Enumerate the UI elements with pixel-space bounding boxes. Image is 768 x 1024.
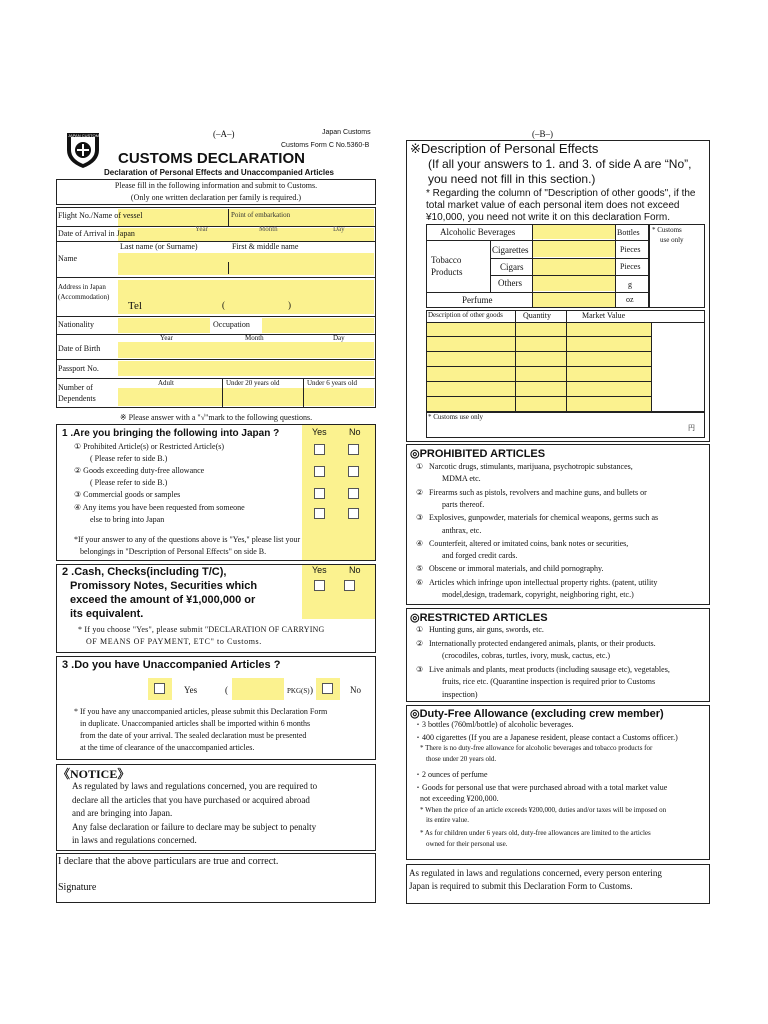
q2-line-3: exceed the amount of ¥1,000,000 or — [70, 594, 256, 606]
form-subtitle: Declaration of Personal Effects and Unaccompanied Articles — [104, 168, 334, 177]
tobacco-label-1: Tobacco — [431, 255, 462, 265]
perfume-label: Perfume — [462, 295, 493, 305]
cigarettes-unit: Pieces — [620, 245, 641, 254]
dutyfree-line-4: those under 20 years old. — [426, 755, 497, 763]
side-b-label: (–B–) — [532, 129, 553, 139]
q1-answer-column — [302, 425, 375, 560]
q1-item-2-sub: ( Please refer to side B.) — [90, 478, 168, 487]
cigars-input[interactable] — [533, 259, 615, 275]
dob-label: Date of Birth — [58, 344, 101, 353]
dob-input[interactable] — [118, 342, 374, 358]
flight-label: Flight No./Name of vessel — [58, 211, 143, 220]
passport-input[interactable] — [118, 361, 374, 376]
nationality-input[interactable] — [118, 318, 210, 333]
q3-yes-label: Yes — [184, 685, 198, 695]
restricted-item-2-number: ② — [416, 638, 424, 648]
occupation-label: Occupation — [213, 320, 250, 329]
q3-paren-open: ( — [225, 685, 228, 695]
perfume-input[interactable] — [533, 293, 615, 307]
q1-item-2-no-checkbox[interactable] — [348, 466, 359, 477]
other-goods-col-value: Market Value — [582, 311, 626, 320]
prohibited-item-4-number: ④ — [416, 538, 424, 548]
prohibited-item-1-number: ① — [416, 462, 424, 471]
prohibited-item-5-number: ⑤ — [416, 564, 424, 574]
nationality-label: Nationality — [58, 320, 94, 329]
prohibited-item-2-line-2: parts thereof. — [442, 499, 485, 509]
q2-no-label: No — [349, 565, 361, 575]
dutyfree-line-5: ・2 ounces of perfume — [414, 770, 488, 779]
restricted-item-2-line-1: Internationally protected endangered animals, plants, or their products. — [429, 638, 656, 648]
q3-yes-checkbox[interactable] — [154, 683, 165, 694]
q3-note-4: at the time of clearance of the unaccompanied articles. — [80, 743, 255, 752]
dutyfree-line-10: * As for children under 6 years old, duty-free allowances are limited to the articles — [420, 829, 651, 837]
perfume-unit: oz — [626, 295, 634, 304]
instruction-line-2: (Only one written declaration per family is required.) — [130, 193, 302, 202]
customs-only-label: * Customs use only — [428, 413, 484, 421]
other-goods-col-desc: Description of other goods — [428, 311, 503, 319]
prohibited-item-1-line-2: MDMA etc. — [442, 474, 481, 484]
dutyfree-line-7: not exceeding ¥200,000. — [420, 794, 499, 803]
q1-item-1-yes-checkbox[interactable] — [314, 444, 325, 455]
tel-label: Tel — [128, 300, 142, 312]
dutyfree-line-3: * There is no duty-free allowance for alcoholic beverages and tobacco products for — [420, 744, 653, 752]
arrival-month-label: Month — [259, 225, 278, 233]
signature-label: Signature — [58, 882, 97, 893]
q1-item-4-sub: else to bring into Japan — [90, 515, 165, 524]
name-label: Name — [58, 254, 78, 263]
restricted-item-1-number: ① — [416, 625, 424, 634]
bottles-unit: Bottles — [617, 228, 640, 237]
lastname-label: Last name (or Surname) — [120, 242, 198, 251]
cigarettes-label: Cigarettes — [492, 245, 529, 255]
prohibited-item-6-number: ⑥ — [416, 577, 424, 587]
arrival-label: Date of Arrival in Japan — [58, 229, 135, 238]
q3-paren-close: ) — [310, 685, 313, 695]
prohibited-item-1-line-1: Narcotic drugs, stimulants, marijuana, psychotropic substances, — [429, 462, 633, 471]
dependents-label-1: Number of — [58, 383, 93, 392]
cigarettes-input[interactable] — [533, 241, 615, 257]
accommodation-label: (Accommodation) — [58, 293, 110, 301]
q1-item-1-sub: ( Please refer to side B.) — [90, 454, 168, 463]
notice-line-5: in laws and regulations concerned. — [72, 835, 197, 845]
q3-pkg-label: PKG(S) — [287, 687, 310, 695]
passport-label: Passport No. — [58, 364, 99, 373]
prohibited-item-3-number: ③ — [416, 513, 424, 523]
q2-line-1: 2 .Cash, Checks(including T/C), — [62, 566, 227, 578]
name-input[interactable] — [118, 253, 374, 275]
prohibited-item-4-line-1: Counterfeit, altered or imitated coins, bank notes or securities, — [429, 538, 629, 548]
prohibited-title: ◎PROHIBITED ARTICLES — [410, 448, 546, 460]
q1-item-3-no-checkbox[interactable] — [348, 488, 359, 499]
notice-line-3: and are bringing into Japan. — [72, 808, 173, 818]
tel-paren-close: ) — [288, 300, 291, 310]
q1-item-2-yes-checkbox[interactable] — [314, 466, 325, 477]
q1-no-label: No — [349, 427, 361, 437]
others-unit: g — [628, 280, 632, 289]
q1-yes-label: Yes — [312, 427, 327, 437]
prohibited-item-4-line-2: and forged credit cards. — [442, 551, 518, 561]
declaration-text: I declare that the above particulars are true and correct. — [58, 856, 279, 867]
dutyfree-line-8: * When the price of an article exceeds ¥200,000, duties and/or taxes will be imposed on — [420, 806, 667, 814]
dependents-input[interactable] — [118, 388, 374, 406]
q1-item-4: ④ Any items you have been requested from someone — [74, 503, 245, 512]
yen-label: 円 — [688, 424, 695, 432]
occupation-input[interactable] — [262, 318, 374, 333]
other-goods-col-qty: Quantity — [523, 311, 551, 320]
q1-note-2: belongings in "Description of Personal Effects" on side B. — [80, 547, 267, 556]
goods-customs-use-2: use only — [660, 236, 684, 244]
dob-month-label: Month — [245, 334, 264, 342]
q2-no-checkbox[interactable] — [344, 580, 355, 591]
side-a-label: (–A–) — [213, 129, 235, 139]
restricted-item-1-line-1: Hunting guns, air guns, swords, etc. — [429, 625, 544, 634]
dutyfree-title: ◎Duty-Free Allowance (excluding crew member) — [410, 708, 664, 720]
dob-day-label: Day — [333, 334, 345, 342]
dependents-label-2: Dependents — [58, 394, 96, 403]
q3-title: 3 .Do you have Unaccompanied Articles ? — [62, 659, 281, 671]
alcohol-input[interactable] — [532, 225, 615, 239]
restricted-item-3-line-2: fruits, rice etc. (Quarantine inspection is required prior to Customs — [442, 677, 656, 687]
q2-note-1: * If you choose "Yes", please submit "DECLARATION OF CARRYING — [78, 625, 325, 634]
prohibited-item-6-line-2: model,design, trademark, copyright, neighboring right, etc.) — [442, 590, 634, 599]
q1-item-1-no-checkbox[interactable] — [348, 444, 359, 455]
description-title: ※Description of Personal Effects — [410, 141, 599, 156]
others-input[interactable] — [533, 276, 615, 291]
logo-text: JAPAN CUSTOMS — [68, 133, 102, 138]
form-number: Customs Form C No.5360-B — [281, 142, 370, 149]
restricted-title: ◎RESTRICTED ARTICLES — [410, 612, 548, 624]
q2-note-2: OF MEANS OF PAYMENT, ETC" to Customs. — [86, 637, 262, 646]
q3-packages-input[interactable] — [232, 678, 284, 700]
description-sub-2: you need not fill in this section.) — [428, 172, 596, 186]
footer-line-1: As regulated in laws and regulations concerned, every person entering — [409, 868, 662, 878]
q3-no-label: No — [350, 685, 361, 695]
description-note-1: * Regarding the column of "Description of other goods", if the — [426, 188, 696, 199]
prohibited-item-3-line-1: Explosives, gunpowder, materials for chemical weapons, germs such as — [429, 513, 659, 523]
others-label: Others — [498, 278, 522, 288]
arrival-year-label: Year — [195, 225, 208, 233]
tobacco-label-2: Products — [431, 267, 463, 277]
dutyfree-line-6: ・Goods for personal use that were purchased abroad with a total market value — [414, 783, 668, 792]
notice-title: 《NOTICE》 — [58, 767, 130, 781]
dutyfree-line-1: ・3 bottles (760ml/bottle) of alcoholic beverages. — [414, 720, 574, 729]
description-sub-1: (If all your answers to 1. and 3. of side A are “No”, — [428, 157, 692, 171]
dutyfree-line-11: owned for their personal use. — [426, 840, 508, 848]
goods-customs-use-1: * Customs — [652, 226, 682, 234]
description-note-2: total market value of each personal item does not exceed — [426, 200, 680, 211]
tel-paren-open: ( — [222, 300, 225, 310]
under20-label: Under 20 years old — [226, 379, 280, 387]
under6-label: Under 6 years old — [307, 379, 357, 387]
q2-line-2: Promissory Notes, Securities which — [70, 580, 258, 592]
restricted-item-3-line-3: inspection) — [442, 690, 478, 699]
q1-item-2: ② Goods exceeding duty-free allowance — [74, 466, 205, 475]
embark-label: Point of embarkation — [231, 211, 291, 219]
alcohol-label: Alcoholic Beverages — [440, 227, 516, 237]
q3-note-1: * If you have any unaccompanied articles, please submit this Declaration Form — [74, 707, 328, 716]
adult-label: Adult — [158, 379, 174, 387]
q1-item-1: ① Prohibited Article(s) or Restricted Article(s) — [74, 442, 225, 451]
agency-name: Japan Customs — [322, 129, 371, 136]
q2-line-4: its equivalent. — [70, 608, 144, 620]
address-label: Address in Japan — [58, 283, 106, 291]
signature-field[interactable] — [110, 878, 372, 900]
q3-no-checkbox[interactable] — [322, 683, 333, 694]
dob-year-label: Year — [160, 334, 173, 342]
q1-item-3: ③ Commercial goods or samples — [74, 490, 181, 499]
notice-line-2: declare all the articles that you have purchased or acquired abroad — [72, 795, 310, 805]
cigars-label: Cigars — [500, 262, 524, 272]
restricted-item-3-line-1: Live animals and plants, meat products (including sausage etc), vegetables, — [429, 664, 670, 674]
footer-line-2: Japan is required to submit this Declaration Form to Customs. — [409, 881, 633, 891]
q2-yes-label: Yes — [312, 565, 327, 575]
q1-title: 1 .Are you bringing the following into Japan ? — [62, 428, 280, 439]
answer-note: ※ Please answer with a "√"mark to the following questions. — [119, 413, 313, 422]
prohibited-item-5-line-1: Obscene or immoral materials, and child pornography. — [429, 564, 604, 574]
q3-note-2: in duplicate. Unaccompanied articles shall be imported within 6 months — [80, 719, 311, 728]
q1-item-4-yes-checkbox[interactable] — [314, 508, 325, 519]
prohibited-item-2-line-1: Firearms such as pistols, revolvers and machine guns, and bullets or — [429, 487, 647, 497]
q1-item-3-yes-checkbox[interactable] — [314, 488, 325, 499]
form-title: CUSTOMS DECLARATION — [118, 150, 305, 167]
q1-item-4-no-checkbox[interactable] — [348, 508, 359, 519]
description-note-3: ¥10,000, you need not write it on this declaration Form. — [426, 212, 671, 223]
q3-note-3: from the date of your arrival. The sealed declaration must be presented — [80, 731, 307, 740]
prohibited-item-6-line-1: Articles which infringe upon intellectual property rights. (patent, utility — [429, 577, 658, 587]
prohibited-item-2-number: ② — [416, 487, 424, 497]
dutyfree-line-9: its entire value. — [426, 816, 469, 824]
address-input[interactable] — [118, 280, 374, 314]
restricted-item-3-number: ③ — [416, 664, 424, 674]
notice-line-1: As regulated by laws and regulations concerned, you are required to — [72, 781, 318, 791]
cigars-unit: Pieces — [620, 262, 641, 271]
firstname-label: First & middle name — [232, 242, 299, 251]
instruction-line-1: Please fill in the following information and submit to Customs. — [114, 181, 318, 190]
prohibited-item-3-line-2: anthrax, etc. — [442, 525, 482, 535]
notice-line-4: Any false declaration or failure to declare may be subject to penalty — [72, 822, 317, 832]
customs-logo — [64, 130, 102, 170]
q2-yes-checkbox[interactable] — [314, 580, 325, 591]
restricted-item-2-line-2: (crocodiles, cobras, turtles, ivory, musk, cactus, etc.) — [442, 651, 611, 661]
dutyfree-line-2: ・400 cigarettes (If you are a Japanese resident, please contact a Customs officer.) — [414, 733, 678, 742]
arrival-day-label: Day — [333, 225, 345, 233]
q1-note-1: *If your answer to any of the questions above is "Yes," please list your — [74, 535, 301, 544]
